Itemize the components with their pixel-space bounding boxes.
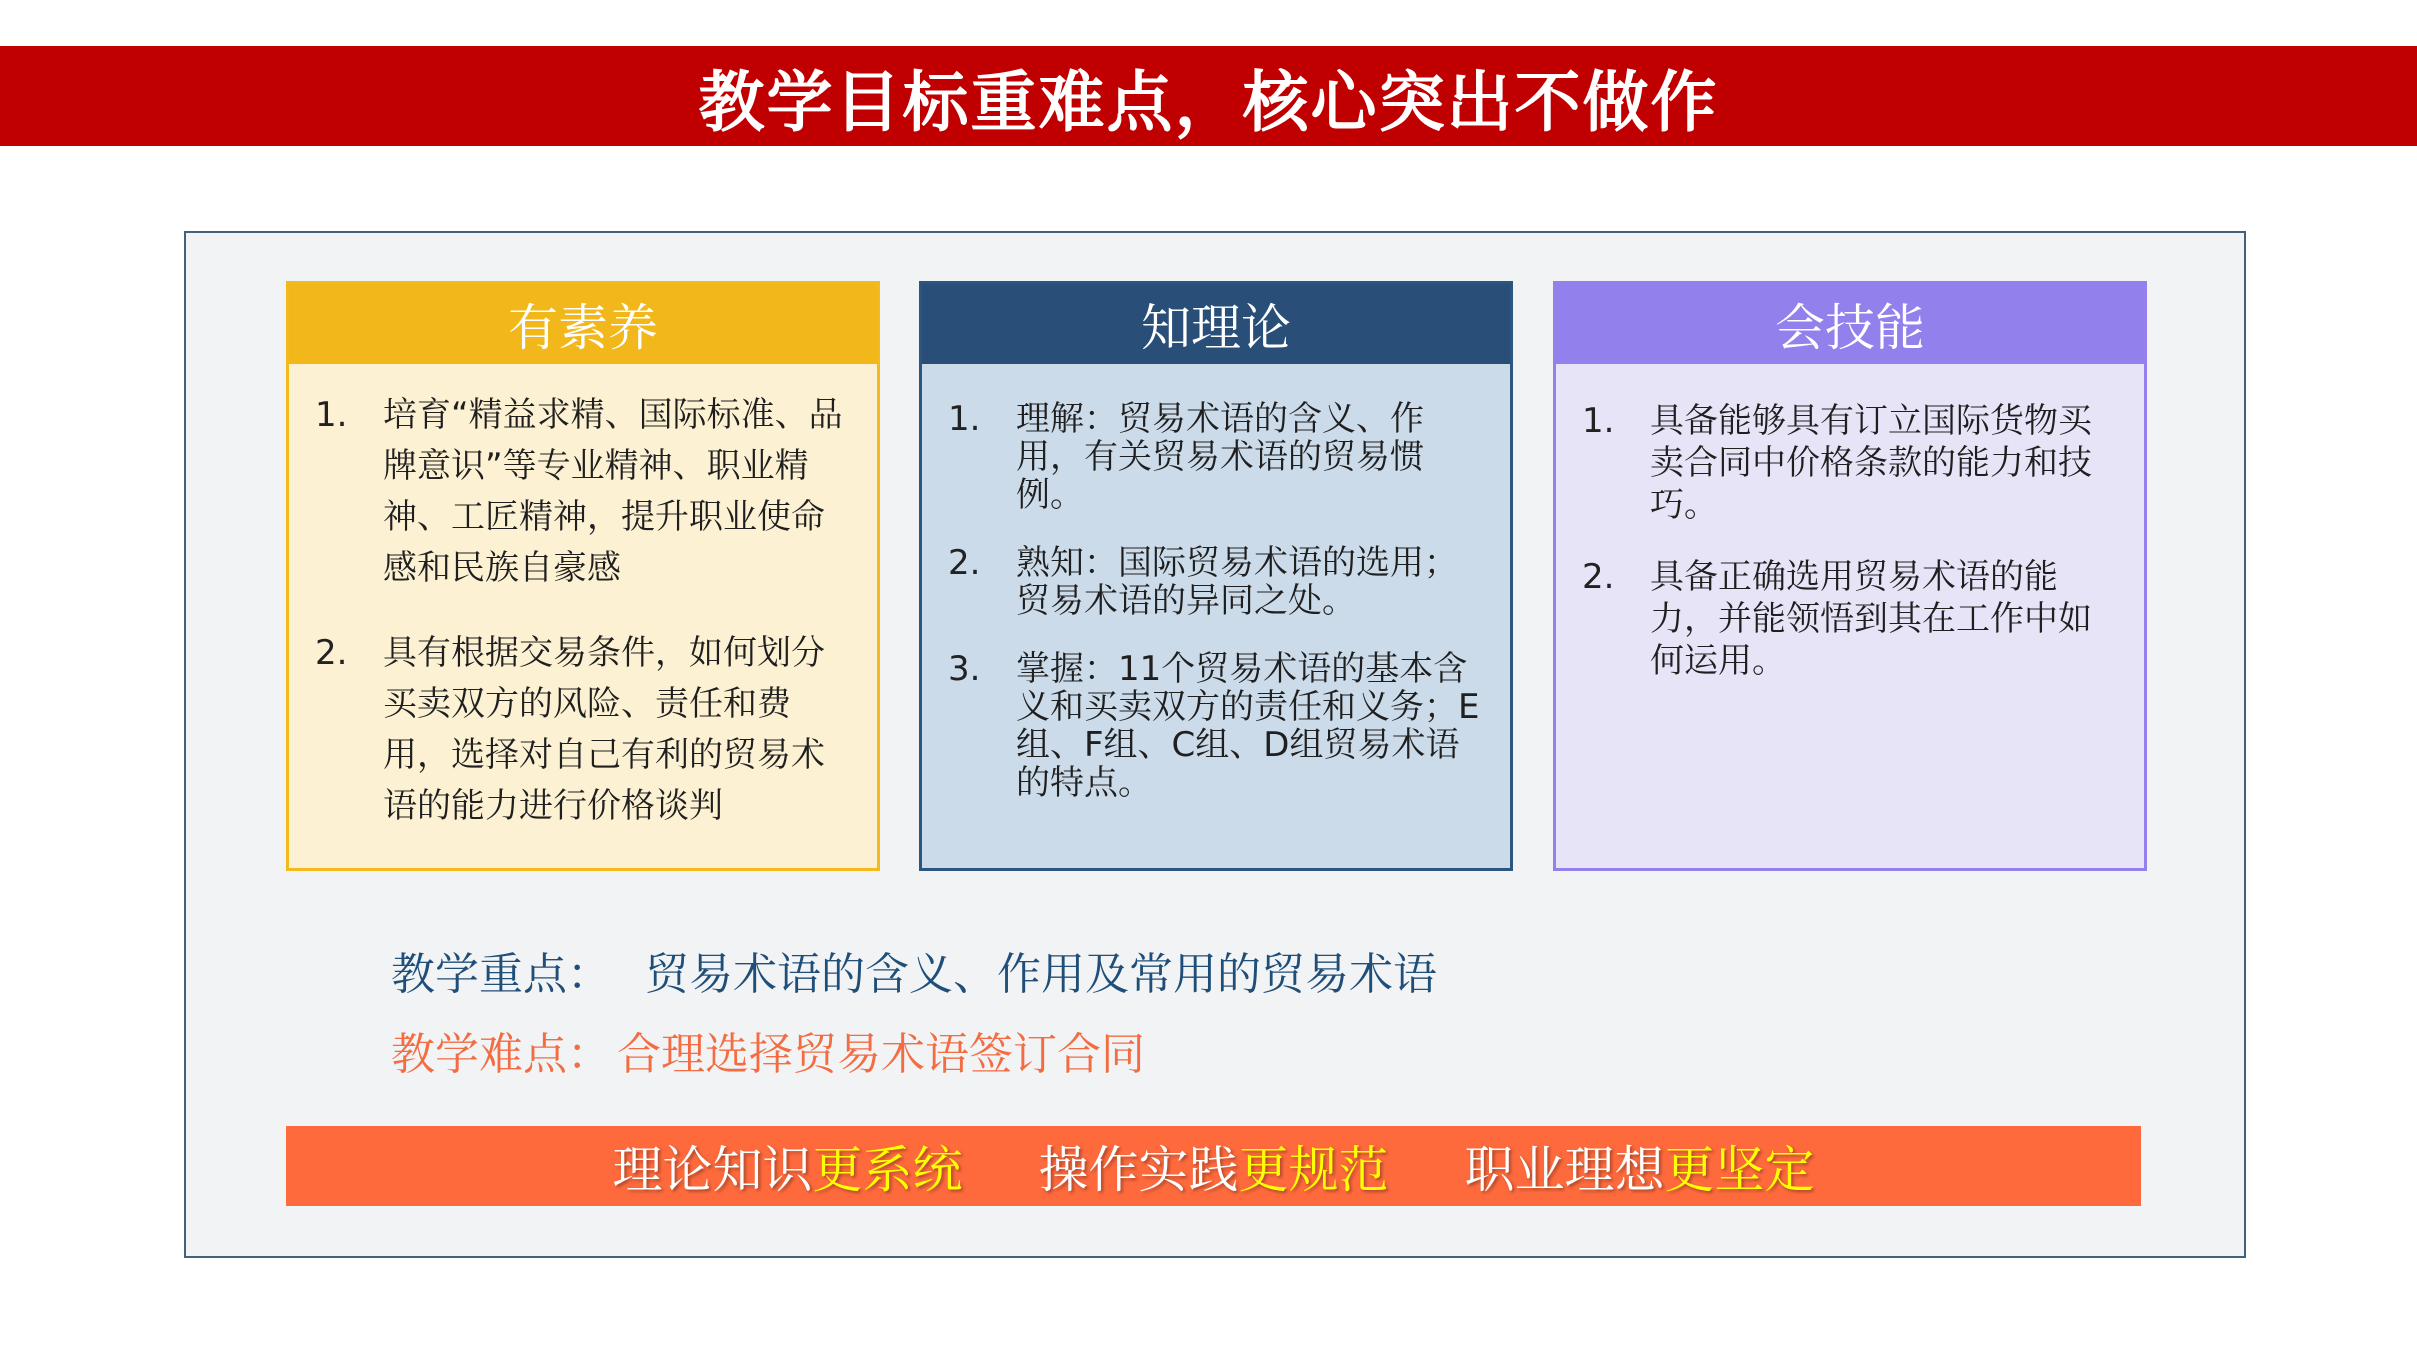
item-number: 1. <box>315 395 348 435</box>
card-theory <box>919 281 1513 871</box>
key-point <box>391 938 1437 1002</box>
item-text: 培育“精益求精、国际标准、品牌意识”等专业精神、职业精神、工匠精神，提升职业使命感和民族自豪感 <box>383 395 843 588</box>
title-bar <box>0 46 2417 146</box>
item-text: 熟知：国际贸易术语的选用；贸易术语的异同之处。 <box>1016 543 1458 621</box>
item-number: 3. <box>948 649 981 689</box>
item-text: 理解：贸易术语的含义、作用，有关贸易术语的贸易惯例。 <box>1016 399 1424 515</box>
banner-text: 操作实践 <box>1038 1141 1239 1199</box>
key-point-text: 贸易术语的含义、作用及常用的贸易术语 <box>645 949 1437 1000</box>
list-item <box>315 390 851 594</box>
list-item <box>1582 556 2118 682</box>
item-number: 2. <box>948 543 981 583</box>
goals-banner <box>286 1126 2141 1206</box>
card-skills <box>1553 281 2147 871</box>
banner-highlight: 更坚定 <box>1664 1141 1815 1199</box>
key-point-label: 教学重点： <box>391 949 611 1000</box>
card-body <box>1556 364 2144 682</box>
item-text: 掌握：11个贸易术语的基本含义和买卖双方的责任和义务；E组、F组、C组、D组贸易术语的特点。 <box>1016 649 1480 803</box>
item-text: 具备正确选用贸易术语的能力，并能领悟到其在工作中如何运用。 <box>1650 557 2092 681</box>
card-literacy <box>286 281 880 871</box>
item-number: 1. <box>948 399 981 439</box>
item-number: 2. <box>315 633 348 673</box>
card-body <box>289 364 877 832</box>
item-number: 2. <box>1582 557 1615 597</box>
list-item <box>948 400 1484 514</box>
list-item <box>948 650 1484 802</box>
content-panel <box>184 231 2246 1258</box>
list-item <box>1582 400 2118 526</box>
list-item <box>315 628 851 832</box>
card-header: 会技能 <box>1556 284 2144 364</box>
card-body <box>922 364 1510 802</box>
difficult-point-text: 合理选择贸易术语签订合同 <box>617 1029 1145 1080</box>
banner-highlight: 更系统 <box>812 1141 963 1199</box>
card-header: 知理论 <box>922 284 1510 364</box>
page-title: 教学目标重难点，核心突出不做作 <box>698 63 1719 141</box>
item-text: 具有根据交易条件，如何划分买卖双方的风险、责任和费用，选择对自己有利的贸易术语的能力进行价格谈判 <box>383 633 825 826</box>
difficult-point-label: 教学难点： <box>391 1029 611 1080</box>
difficult-point <box>391 1018 1145 1082</box>
banner-text: 职业理想 <box>1464 1141 1665 1199</box>
banner-phrase <box>1039 1130 1389 1202</box>
item-text: 具备能够具有订立国际货物买卖合同中价格条款的能力和技巧。 <box>1650 401 2092 525</box>
item-number: 1. <box>1582 401 1615 441</box>
banner-highlight: 更规范 <box>1238 1141 1389 1199</box>
banner-text: 理论知识 <box>612 1141 813 1199</box>
banner-phrase <box>1465 1130 1815 1202</box>
card-header: 有素养 <box>289 284 877 364</box>
banner-phrase <box>613 1130 963 1202</box>
list-item <box>948 544 1484 620</box>
